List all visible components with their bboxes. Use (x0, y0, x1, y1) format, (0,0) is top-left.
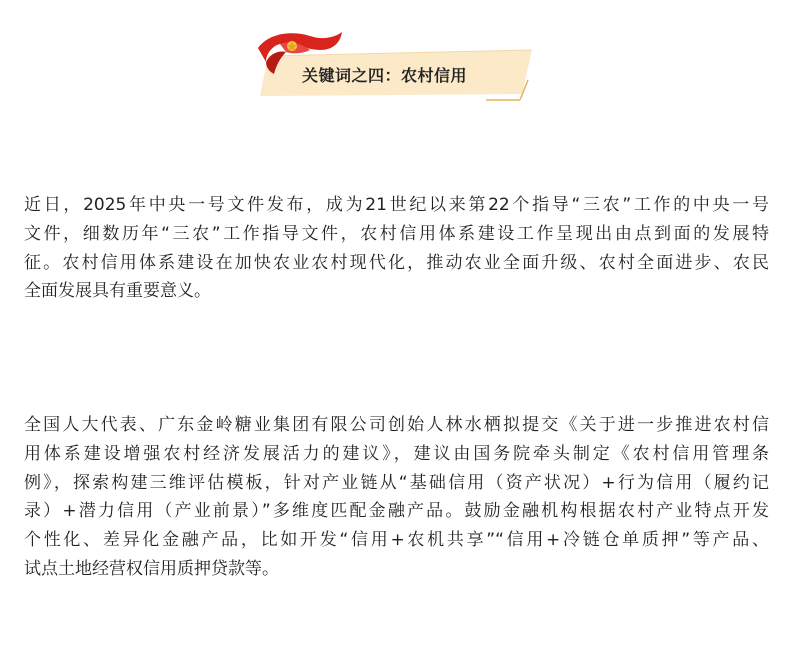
section-title: 关键词之四：农村信用 (302, 66, 468, 85)
paragraph-line: 近日，2025年中央一号文件发布，成为21世纪以来第22个指导“三农”工作的中央一号 (24, 195, 769, 215)
paragraph-line: 征。农村信用体系建设在加快农业农村现代化，推动农业全面升级、农村全面进步、农民 (24, 252, 769, 273)
paragraph-line: 录）+潜力信用（产业前景）”多维度匹配金融产品。鼓励金融机构根据农村产业特点开发 (24, 501, 769, 522)
paragraph-line: 个性化、差异化金融产品，比如开发“信用+农机共享”“信用+冷链仓单质押”等产品、 (24, 530, 769, 551)
paragraph-line: 全面发展具有重要意义。 (24, 281, 211, 302)
paragraph-line: 用体系建设增强农村经济发展活力的建议》，建议由国务院牵头制定《农村信用管理条 (24, 443, 769, 464)
section-header (250, 28, 540, 108)
paragraph-2 (24, 411, 769, 584)
paragraph-line: 试点土地经营权信用质押贷款等。 (24, 558, 279, 579)
paragraph-line: 例》，探索构建三维评估模板，针对产业链从“基础信用（资产状况）+行为信用（履约记 (24, 472, 769, 493)
paragraph-line: 全国人大代表、广东金岭糖业集团有限公司创始人林水栖拟提交《关于进一步推进农村信 (24, 415, 769, 435)
paragraph-1 (24, 191, 769, 306)
paragraph-line: 文件，细数历年“三农”工作指导文件，农村信用体系建设工作呈现出由点到面的发展特 (24, 223, 769, 244)
